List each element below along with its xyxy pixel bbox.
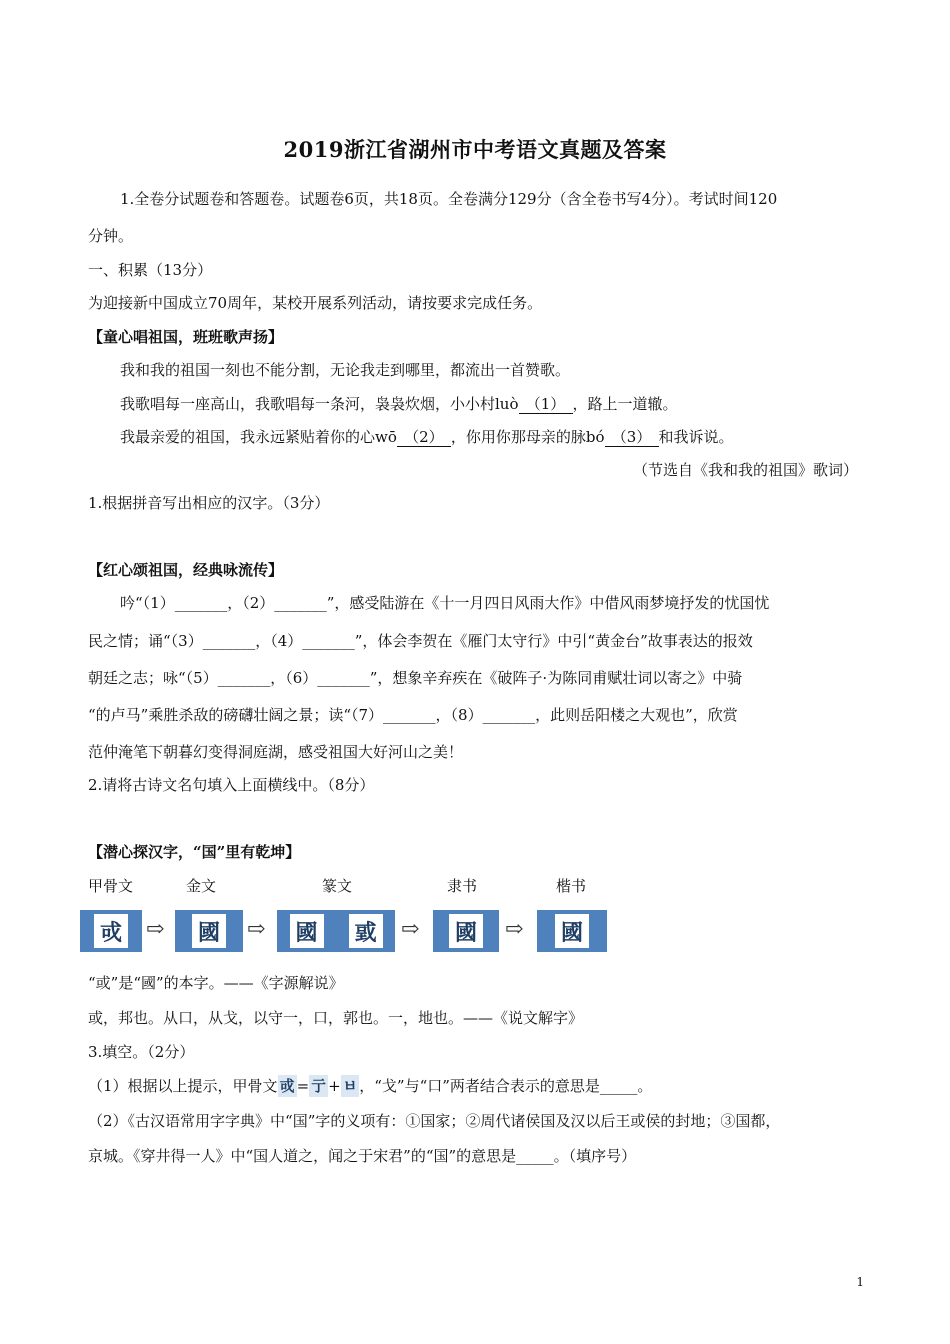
label-oracle-bone: 甲骨文 [88,877,134,895]
question-3-2-line-1: （2）《古汉语常用字字典》中“国”字的义项有：①国家；②周代诸侯国及汉以后王或侯的封地；③国都， [88,1112,781,1130]
quote-ziyuan: “或”是“國”的本字。——《字源解说》 [88,974,344,992]
blank-2: （2） [397,428,451,447]
blank-1: （1） [519,395,573,414]
q3-1-text-b: ，“戈”与“口”两者结合表示的意思是_____。 [359,1077,653,1095]
part3-heading: 【潜心探汉字，“国”里有乾坤】 [88,843,301,861]
poem-paragraph-line-5: 范仲淹笔下朝暮幻变得洞庭湖，感受祖国大好河山之美！ [88,743,464,761]
oracle-glyph-inline: 戓 [279,1077,295,1095]
arrow-icon: ⇨ [401,917,420,942]
arrow-icon: ⇨ [247,917,266,942]
lyric3-text-c: 和我诉说。 [658,428,734,446]
clerical-glyph: 國 [449,914,483,948]
poem-paragraph-line-1: 吟“（1）_______，（2）_______”，感受陆游在《十一月四日风雨大作》中借风雨梦境抒发的忧国忧 [120,594,770,612]
question-3: 3.填空。（2分） [88,1043,195,1061]
quote-shuowen: 或，邦也。从口，从戈，以守一，口，郭也。一，地也。——《说文解字》 [88,1009,584,1027]
lyric-source: （节选自《我和我的祖国》歌词） [632,461,858,479]
arrow-icon: ⇨ [505,917,524,942]
oracle-bone-glyph: 戓 [94,914,128,948]
arrow-icon: ⇨ [146,917,165,942]
label-seal: 篆文 [322,877,353,895]
lyric2-text-b: ，路上一道辙。 [572,395,678,413]
equals-sign: = [296,1077,310,1095]
lyric-line-2 [120,393,900,415]
page-title: 2019浙江省湖州市中考语文真题及答案 [283,137,667,162]
question-2: 2.请将古诗文名句填入上面横线中。（8分） [88,776,375,794]
part2-heading: 【红心颂祖国，经典咏流传】 [88,561,284,579]
plus-sign: + [328,1077,341,1095]
poem-paragraph-line-2: 民之情；诵“（3）_______，（4）_______”，体会李贺在《雁门太守行》中引“黄金台”故事表达的报效 [88,632,753,650]
label-clerical: 隶书 [447,877,478,895]
lyric2-text-a: 我歌唱每一座高山，我歌唱每一条河，袅袅炊烟，小小村luò [120,395,519,413]
part1-heading: 【童心唱祖国，班班歌声扬】 [88,328,284,346]
regular-glyph-box [537,910,607,952]
oracle-bone-glyph-box [80,910,142,952]
ge-glyph-inline: 亍 [311,1077,327,1095]
lyric-line-1: 我和我的祖国一刻也不能分割，无论我走到哪里，都流出一首赞歌。 [120,361,571,379]
lyric3-text-b: ，你用你那母亲的脉bó [450,428,605,446]
kou-glyph-inline: ㅂ [342,1077,358,1095]
poem-paragraph-line-3: 朝廷之志；咏“（5）_______，（6）_______”，想象辛弃疾在《破阵子·为陈同甫赋壮词以寄之》中骑 [88,669,743,687]
question-1: 1.根据拼音写出相应的汉字。（3分） [88,494,330,512]
label-bronze: 金文 [186,877,217,895]
blank-3: （3） [605,428,659,447]
seal-glyph-box [277,910,395,952]
question-3-1 [88,1075,868,1097]
lyric-line-3 [120,426,900,448]
lyric3-text-a: 我最亲爱的祖国，我永远紧贴着你的心wō [120,428,397,446]
clerical-glyph-box [433,910,499,952]
seal-glyph-2: 戜 [349,914,383,948]
label-regular: 楷书 [556,877,587,895]
poem-paragraph-line-4: “的卢马”乘胜杀敌的磅礴壮阔之景；读“（7）_______，（8）_______，此则岳阳楼之大观也”，欣赏 [88,706,738,724]
section-heading: 一、积累（13分） [88,261,213,279]
intro-line-1: 1.全卷分试题卷和答题卷。试题卷6页，共18页。全卷满分129分（含全卷书写4分）。考试时间120 [120,190,778,208]
section-task: 为迎接新中国成立70周年，某校开展系列活动，请按要求完成任务。 [88,294,543,312]
question-3-2-line-2: 京城。《穿井得一人》中“国人道之，闻之于宋君”的“国”的意思是_____。（填序号） [88,1147,637,1165]
page-number: 1 [856,1275,864,1289]
intro-line-2: 分钟。 [88,227,134,245]
seal-glyph-1: 國 [290,914,324,948]
q3-1-text-a: （1）根据以上提示，甲骨文 [88,1077,278,1095]
bronze-glyph: 國 [192,914,226,948]
bronze-glyph-box [175,910,243,952]
regular-glyph: 國 [555,914,589,948]
